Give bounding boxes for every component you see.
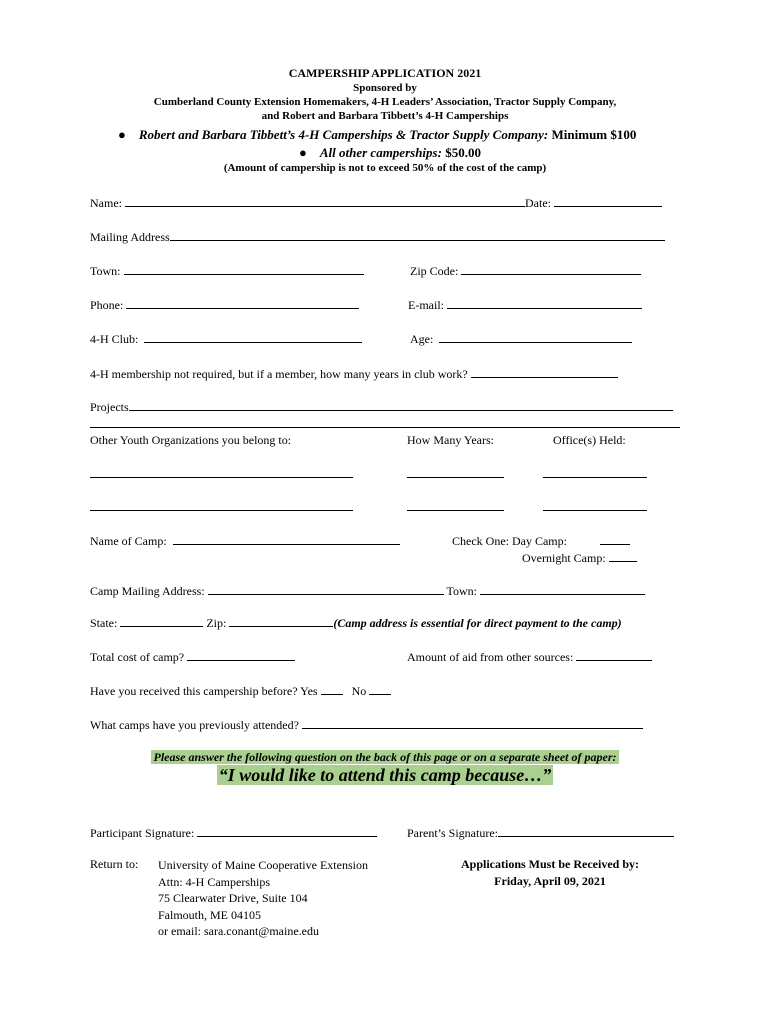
parent-signature-field[interactable] [498, 824, 674, 837]
org-office-field-2[interactable] [543, 510, 647, 511]
name-row [90, 195, 662, 211]
page-title: CAMPERSHIP APPLICATION 2021 [288, 66, 482, 80]
return-address-line-4: Falmouth, ME 04105 [158, 907, 262, 922]
club-row [90, 331, 362, 347]
phone-row [90, 297, 359, 313]
offices-held-label: Office(s) Held: [553, 433, 626, 447]
phone-label: Phone: [90, 298, 124, 312]
received-no-field[interactable] [369, 683, 391, 695]
zip-code-row [410, 263, 641, 279]
camp-town-field[interactable] [480, 583, 645, 595]
bullet-1-amount: Minimum $100 [548, 127, 637, 142]
club-label: 4-H Club: [90, 332, 139, 346]
day-camp-row [452, 533, 630, 549]
mailing-address-row [90, 229, 665, 245]
org-field-1[interactable] [90, 477, 353, 478]
membership-years-field[interactable] [471, 365, 618, 378]
question-text: “I would like to attend this camp because…” [218, 765, 552, 785]
email-field[interactable] [447, 297, 642, 309]
bullet-1-text: Robert and Barbara Tibbett’s 4-H Camperships & Tractor Supply Company: [138, 127, 549, 142]
previous-camps-row [90, 717, 643, 733]
previous-camps-field[interactable] [302, 717, 643, 729]
total-cost-row [90, 649, 295, 665]
participant-signature-field[interactable] [197, 824, 377, 837]
received-before-row [90, 683, 391, 699]
sponsors-line-1: Cumberland County Extension Homemakers, 4-H Leaders’ Association, Tractor Supply Company, [153, 96, 617, 108]
date-field[interactable] [554, 195, 662, 207]
participant-signature-row [90, 824, 377, 841]
received-yes-field[interactable] [321, 683, 343, 695]
camp-name-row [90, 533, 400, 549]
total-cost-label: Total cost of camp? [90, 650, 185, 664]
age-field[interactable] [439, 331, 632, 343]
return-to-address [158, 857, 368, 940]
org-field-2[interactable] [90, 510, 353, 511]
state-zip-row [90, 615, 622, 631]
deadline-date: Friday, April 09, 2021 [494, 874, 606, 888]
return-address-line-3: 75 Clearwater Drive, Suite 104 [158, 891, 308, 905]
received-no-label: No [351, 684, 367, 698]
camp-address-note: (Camp address is essential for direct payment to the camp) [333, 616, 622, 630]
camp-name-field[interactable] [173, 533, 400, 545]
parent-signature-row [407, 824, 674, 841]
day-camp-label: Check One: Day Camp: [452, 534, 567, 548]
bullet-item-1 [118, 127, 636, 143]
bullet-item-2 [299, 145, 481, 161]
camp-town-label: Town: [446, 584, 477, 598]
club-field[interactable] [144, 331, 362, 343]
projects-field-line-2[interactable] [90, 427, 680, 428]
amount-note: (Amount of campership is not to exceed 50% of the cost of the camp) [223, 162, 547, 174]
org-years-field-2[interactable] [407, 510, 504, 511]
date-label: Date: [525, 196, 551, 210]
bullet-icon: ● [118, 127, 126, 142]
email-label: E-mail: [408, 298, 444, 312]
total-cost-field[interactable] [187, 649, 295, 661]
age-label: Age: [410, 332, 434, 346]
overnight-camp-checkbox[interactable] [609, 550, 637, 562]
name-label: Name: [90, 196, 122, 210]
projects-row [90, 399, 673, 415]
bullet-2-amount: $50.00 [441, 145, 481, 160]
overnight-camp-row [522, 550, 637, 566]
camp-address-field[interactable] [208, 583, 444, 595]
state-field[interactable] [120, 615, 203, 627]
overnight-camp-label: Overnight Camp: [522, 551, 606, 565]
bullet-2-text: All other camperships: [319, 145, 442, 160]
camp-name-label: Name of Camp: [90, 534, 167, 548]
camp-address-label: Camp Mailing Address: [90, 584, 205, 598]
membership-row [90, 365, 618, 382]
projects-label: Projects [90, 400, 129, 414]
instruction-text: Please answer the following question on the back of this page or on a separate sheet of paper: [153, 750, 617, 764]
town-field[interactable] [124, 263, 364, 275]
participant-signature-label: Participant Signature: [90, 826, 195, 840]
town-row [90, 263, 364, 279]
zip-code-field[interactable] [461, 263, 641, 275]
name-field[interactable] [125, 195, 525, 207]
deadline-line-1: Applications Must be Received by: [461, 857, 639, 871]
town-label: Town: [90, 264, 121, 278]
age-row [410, 331, 632, 347]
zip-field[interactable] [229, 615, 333, 627]
zip-label: Zip: [206, 616, 227, 630]
zip-code-label: Zip Code: [410, 264, 459, 278]
aid-row [407, 649, 652, 665]
return-to-label: Return to: [90, 857, 139, 871]
aid-field[interactable] [576, 649, 652, 661]
return-email: or email: sara.conant@maine.edu [158, 924, 319, 938]
return-address-line-2: Attn: 4-H Camperships [158, 874, 270, 889]
membership-question: 4-H membership not required, but if a member, how many years in club work? [90, 367, 468, 381]
question-row [0, 765, 770, 786]
phone-field[interactable] [126, 297, 359, 309]
sponsors-line-2: and Robert and Barbara Tibbett’s 4-H Camperships [261, 110, 509, 122]
email-row [408, 297, 642, 313]
org-office-field-1[interactable] [543, 477, 647, 478]
org-years-field-1[interactable] [407, 477, 504, 478]
camp-address-row [90, 583, 645, 599]
projects-field[interactable] [129, 399, 673, 411]
how-many-years-label: How Many Years: [407, 433, 494, 447]
sponsored-by: Sponsored by [353, 82, 417, 94]
mailing-address-label: Mailing Address [90, 230, 170, 244]
previous-camps-label: What camps have you previously attended? [90, 718, 299, 732]
instruction-row [0, 748, 770, 766]
return-address-line-1: University of Maine Cooperative Extension [158, 858, 368, 872]
bullet-icon: ● [299, 145, 307, 160]
state-label: State: [90, 616, 118, 630]
day-camp-checkbox[interactable] [600, 533, 630, 545]
parent-signature-label: Parent’s Signature: [407, 826, 498, 840]
received-before-label: Have you received this campership before? Yes [90, 684, 318, 698]
aid-label: Amount of aid from other sources: [407, 650, 574, 664]
other-orgs-label: Other Youth Organizations you belong to: [90, 433, 292, 447]
mailing-address-field[interactable] [170, 229, 665, 241]
